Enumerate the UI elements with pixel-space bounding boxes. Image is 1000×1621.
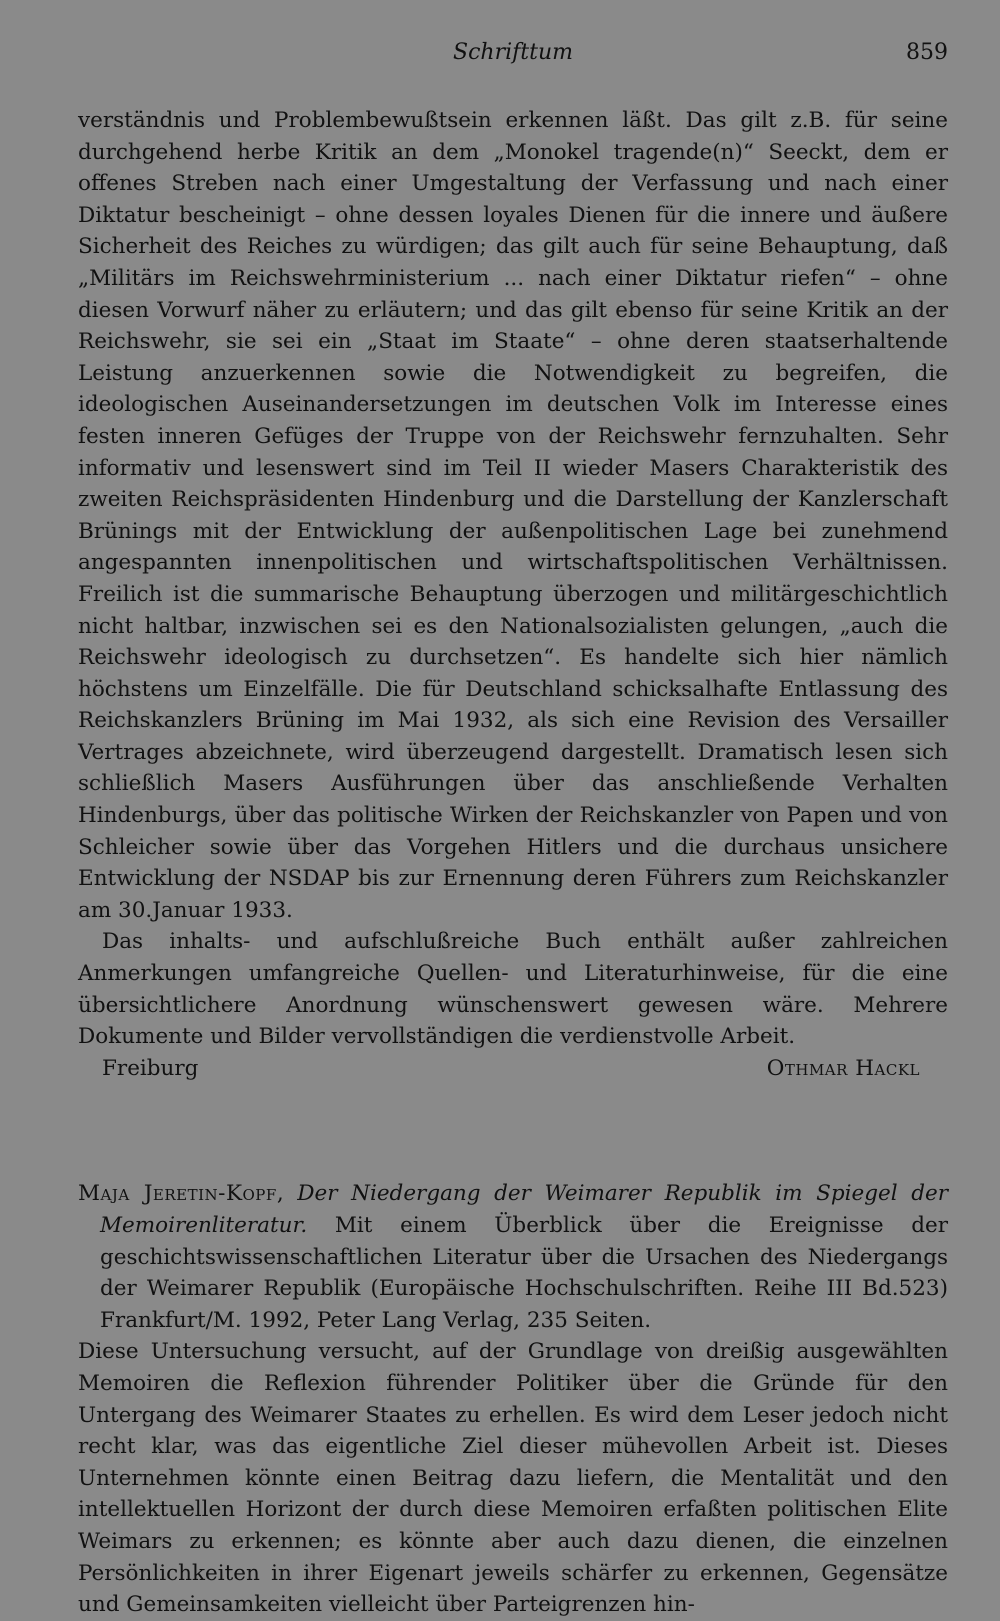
review-jeretin-kopf (78, 1178, 948, 1620)
review-paragraph: Das inhalts- und aufschlußreiche Buch enthält außer zahlreichen Anmerkungen umfangreiche Quellen- und Literaturhinweise, für die eine übersichtlichere Anordnung wünschenswert gewesen wäre. Mehrere Dokumente und Bilder vervollständigen die verdienstvolle Arbeit. (78, 929, 948, 1050)
book-author: Maja Jeretin-Kopf (78, 1181, 277, 1207)
page-header (78, 40, 948, 76)
book-details: Mit einem Überblick über die Ereignisse der geschichtswissenschaftlichen Literatur über die Ursachen des Niedergangs der Weimarer Republik (Europäische Hochschulschriften. Reihe III Bd.523) Frankfurt/M. 1992, Peter Lang Verlag, 235 Seiten. (100, 1213, 948, 1333)
reviewer-name: Othmar Hackl (766, 1055, 920, 1081)
bibliographic-entry: Maja Jeretin-Kopf, Der Niedergang der Weimarer Republik im Spiegel der Memoirenliteratur. Mit einem Überblick über die Ereignisse der geschichtswissenschaftlichen Literatur über die Ursachen des Niedergangs der Weimarer Republik (Europäische Hochschulschriften. Reihe III Bd.523) Frankfurt/M. 1992, Peter Lang Verlag, 235 Seiten. (78, 1181, 948, 1333)
book-title: Der Niedergang der Weimarer Republik im Spiegel der Memoirenliteratur. (100, 1181, 948, 1238)
running-title: Schrifttum (453, 40, 573, 65)
page-number: 859 (906, 40, 948, 65)
page-body (78, 105, 948, 1621)
review-signature (78, 1053, 948, 1085)
review-paragraph: verständnis und Problembewußtsein erkennen läßt. Das gilt z.B. für seine durchgehend herbe Kritik an dem „Monokel tragende(n)“ Seeckt, dem er offenes Streben nach einer Umgestaltung der Verfassung und nach einer Diktatur bescheinigt – ohne dessen loyales Dienen für die innere und äußere Sicherheit des Reiches zu würdigen; das gilt auch für seine Behauptung, daß „Militärs im Reichswehrministerium ... nach einer Diktatur riefen“ – ohne diesen Vorwurf näher zu erläutern; und das gilt ebenso für seine Kritik an der Reichswehr, sie sei ein „Staat im Staate“ – ohne deren staatserhaltende Leistung anzuerkennen sowie die Notwendigkeit zu begreifen, die ideologischen Auseinandersetzungen im deutschen Volk im Interesse eines festen inneren Gefüges der Truppe von der Reichswehr fernzuhalten. Sehr informativ und lesenswert sind im Teil II wieder Masers Charakteristik des zweiten Reichspräsidenten Hindenburg und die Darstellung der Kanzlerschaft Brünings mit der Entwicklung der außenpolitischen Lage bei zunehmend angespannten innenpolitischen und wirtschaftspolitischen Verhältnissen. Freilich ist die summarische Behauptung überzogen und militärgeschichtlich nicht haltbar, inzwischen sei es den Nationalsozialisten gelungen, „auch die Reichswehr ideologisch zu durchsetzen“. Es handelte sich hier nämlich höchstens um Einzelfälle. Die für Deutschland schicksalhafte Entlassung des Reichskanzlers Brüning im Mai 1932, als sich eine Revision des Versailler Vertrages abzeichnete, wird überzeugend dargestellt. Dramatisch lesen sich schließlich Masers Ausführungen über das anschließende Verhalten Hindenburgs, über das politische Wirken der Reichskanzler von Papen und von Schleicher sowie über das Vorgehen Hitlers und die durchaus unsichere Entwicklung der NSDAP bis zur Ernennung deren Führers zum Reichskanzler am 30.Januar 1933. (78, 108, 948, 923)
review-place: Freiburg (102, 1055, 199, 1081)
review-paragraph: Diese Untersuchung versucht, auf der Grundlage von dreißig ausgewählten Memoiren die Reflexion führender Politiker über die Gründe für den Untergang des Weimarer Staates zu erhellen. Es wird dem Leser jedoch nicht recht klar, was das eigentliche Ziel dieser mühevollen Arbeit ist. Dieses Unternehmen könnte einen Beitrag dazu liefern, die Mentalität und den intellektuellen Horizont der durch diese Memoiren erfaßten politischen Elite Weimars zu erkennen; es könnte aber auch dazu dienen, die einzelnen Persönlichkeiten in ihrer Eigenart jeweils schärfer zu erkennen, Gegensätze und Gemeinsamkeiten vielleicht über Parteigrenzen hin- (78, 1339, 948, 1618)
review-hackl (78, 105, 948, 1084)
